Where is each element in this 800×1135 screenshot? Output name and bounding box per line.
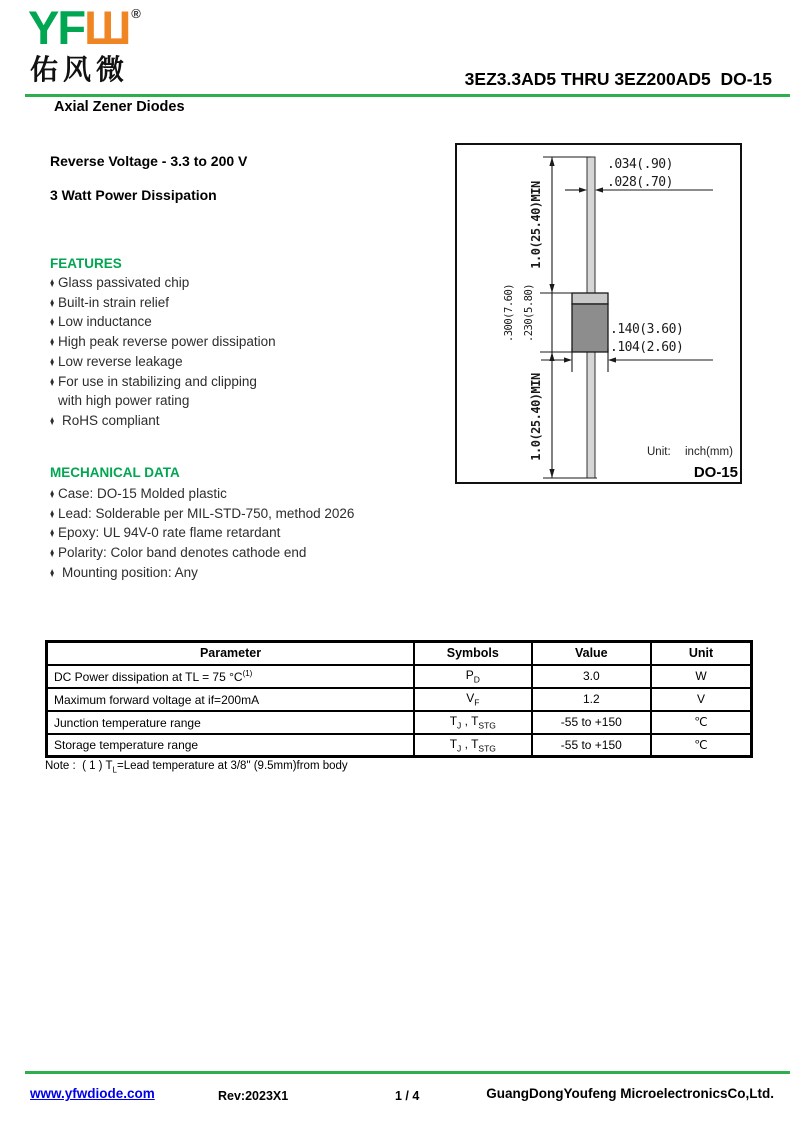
lead-length-bottom-label: 1.0(25.40)MIN [529, 373, 543, 461]
diamond-bullet-icon: ♦ [50, 486, 55, 501]
feature-item: ♦ Low inductance [50, 312, 276, 332]
lead-length-top-label: 1.0(25.40)MIN [529, 181, 543, 269]
table-row: Junction temperature range $T_J$ , $T_{STG}$ -55 to +150 ℃ [47, 711, 752, 734]
lead-diameter-min-label: .028(.70) [607, 175, 673, 190]
do-15-package-drawing [457, 145, 739, 481]
mechanical-item: ♦ Mounting position: Any [50, 563, 354, 583]
package-name-label: DO-15 [693, 464, 738, 481]
diamond-bullet-icon: ♦ [50, 373, 55, 389]
unit-label: Unit: [647, 446, 671, 458]
col-header-parameter: Parameter [47, 642, 415, 665]
feature-item: ♦ Glass passivated chip [50, 273, 276, 293]
features-list [50, 273, 276, 431]
diamond-bullet-icon: ♦ [50, 353, 55, 369]
body-diameter-min-label: .104(2.60) [610, 340, 684, 355]
mechanical-item: ♦ Polarity: Color band denotes cathode end [50, 543, 354, 563]
cathode-band [572, 293, 608, 304]
diamond-bullet-icon: ♦ [50, 275, 55, 290]
table-row: Maximum forward voltage at if=200mA $V_F$ 1.2 V [47, 688, 752, 711]
col-header-symbols: Symbols [414, 642, 532, 665]
page-title: 3EZ3.3AD5 THRU 3EZ200AD5 DO-15 [464, 69, 772, 89]
document-subtitle: Axial Zener Diodes [54, 99, 185, 115]
diode-body [572, 304, 608, 352]
company-logo [28, 1, 141, 54]
col-header-unit: Unit [651, 642, 751, 665]
reverse-voltage-line: Reverse Voltage - 3.3 to 200 V [50, 153, 248, 169]
unit-value: inch(mm) [685, 446, 733, 458]
diamond-bullet-icon: ♦ [50, 525, 55, 541]
body-length-max-label: .300(7.60) [503, 283, 515, 343]
table-header-row [47, 642, 752, 665]
feature-item-continuation: with high power rating [58, 393, 190, 409]
diamond-bullet-icon: ♦ [50, 314, 55, 330]
registered-trademark-icon: ® [131, 6, 141, 21]
table-row: Storage temperature range $T_J$ , $T_{STG}$ -55 to +150 ℃ [47, 734, 752, 757]
company-name: GuangDongYoufeng MicroelectronicsCo,Ltd. [486, 1086, 774, 1101]
feature-item: ♦ High peak reverse power dissipation [50, 332, 276, 352]
body-diameter-max-label: .140(3.60) [610, 322, 684, 337]
logo-w-glyph: Ш [84, 1, 130, 54]
table-row: DC Power dissipation at TL = 75 $^\circ C^{(1)}$ $P_D$ 3.0 W [47, 665, 752, 688]
power-dissipation-line: 3 Watt Power Dissipation [50, 187, 217, 203]
diamond-bullet-icon: ♦ [50, 505, 55, 521]
col-header-value: Value [532, 642, 652, 665]
logo-chinese-name: 佑风微 [30, 54, 130, 85]
header-divider [25, 94, 790, 97]
diamond-bullet-icon: ♦ [50, 334, 55, 350]
dimension-lines [540, 157, 713, 478]
diamond-bullet-icon: ♦ [50, 412, 55, 428]
mechanical-data-list [50, 484, 354, 583]
mechanical-item: ♦ Epoxy: UL 94V-0 rate flame retardant [50, 523, 354, 543]
website-link[interactable]: www.yfwdiode.com [30, 1086, 155, 1101]
revision-label: Rev:2023X1 [218, 1089, 289, 1103]
feature-item: ♦ For use in stabilizing and clipping [50, 372, 276, 392]
table-footnote: Note : ( 1 ) $T_L=Lead$ temperature at 3/8" (9.5mm)from body [45, 760, 348, 775]
logo-yf-text: YF [28, 1, 85, 54]
diamond-bullet-icon: ♦ [50, 545, 55, 561]
mechanical-item: ♦ Lead: Solderable per MIL-STD-750, method 2026 [50, 504, 354, 524]
diamond-bullet-icon: ♦ [50, 294, 55, 310]
mechanical-item: ♦ Case: DO-15 Molded plastic [50, 484, 354, 504]
mechanical-data-heading: MECHANICAL DATA [50, 465, 180, 480]
features-heading: FEATURES [50, 256, 122, 271]
diamond-bullet-icon: ♦ [50, 564, 55, 580]
feature-item: ♦ Low reverse leakage [50, 352, 276, 372]
footer-divider [25, 1071, 790, 1074]
package-outline-box [455, 143, 742, 484]
body-length-min-label: .230(5.80) [523, 283, 535, 343]
feature-item: ♦ RoHS compliant [50, 411, 276, 431]
maximum-ratings-table [45, 640, 753, 758]
lead-diameter-max-label: .034(.90) [607, 157, 673, 172]
feature-item: ♦ Built-in strain relief [50, 293, 276, 313]
page-number: 1 / 4 [395, 1089, 420, 1103]
